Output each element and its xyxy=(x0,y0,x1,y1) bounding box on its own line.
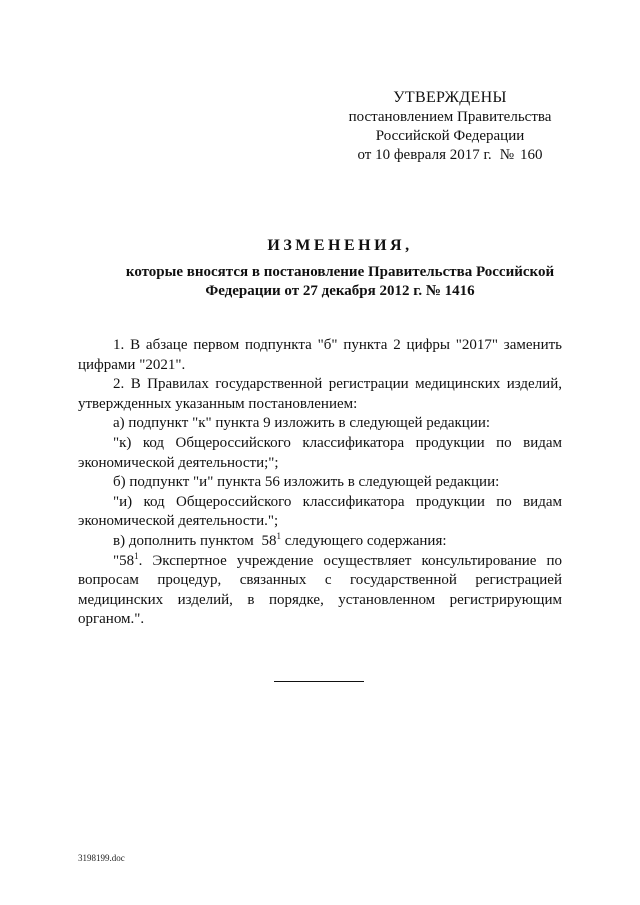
paragraph-8-text: . Экспертное учреждение осуществляет консультирование по вопросам процедур, связанных с государственной регистрацией медицинских изделий, в порядке, установленном регистрирующим органом.". xyxy=(78,552,562,628)
approval-number-sign: № xyxy=(499,147,514,163)
paragraph-7 xyxy=(78,532,562,552)
paragraph-7-tail: следующего содержания: xyxy=(284,532,447,549)
title-subtitle xyxy=(60,263,620,301)
footer-doc-code: 3198199.doc xyxy=(78,853,125,863)
end-divider-line xyxy=(274,681,364,682)
paragraph-5: б) подпункт "и" пункта 56 изложить в следующей редакции: xyxy=(113,474,500,491)
subtitle-line-1: которые вносятся в постановление Правительства Российской xyxy=(125,264,555,280)
paragraph-1: 1. В абзаце первом подпункта "б" пункта 2 цифры "2017" заменить цифрами "2021". xyxy=(78,337,562,373)
paragraph-6: "и) код Общероссийского классификатора продукции по видам экономической деятельности."; xyxy=(78,493,562,530)
paragraph-8 xyxy=(78,552,562,630)
document-body xyxy=(78,336,562,630)
paragraph-7-superscript: 1 xyxy=(276,530,281,541)
title-heading: ИЗМЕНЕНИЯ, xyxy=(267,237,413,254)
paragraph-8-superscript: 1 xyxy=(134,550,139,561)
paragraph-7-number: 58 xyxy=(261,532,277,549)
paragraph-7-text: в) дополнить пунктом xyxy=(113,532,254,549)
approval-line-2: Российской Федерации xyxy=(375,128,525,144)
approval-line-1: постановлением Правительства xyxy=(348,109,552,125)
paragraph-4: "к) код Общероссийского классификатора продукции по видам экономической деятельности;"; xyxy=(78,434,562,471)
document-title xyxy=(60,236,620,301)
paragraph-2: 2. В Правилах государственной регистрации медицинских изделий, утвержденных указанным постановлением: xyxy=(78,376,562,412)
approval-date: от 10 февраля 2017 г. xyxy=(357,147,492,163)
approval-number: 160 xyxy=(520,147,543,163)
approval-stamp xyxy=(330,88,570,165)
subtitle-line-2: Федерации от 27 декабря 2012 г. № 1416 xyxy=(205,283,475,299)
approval-date-line xyxy=(330,146,570,165)
paragraph-3: а) подпункт "к" пункта 9 изложить в следующей редакции: xyxy=(113,415,491,432)
approved-label: УТВЕРЖДЕНЫ xyxy=(393,89,507,106)
paragraph-8-prefix: "58 xyxy=(113,552,135,569)
